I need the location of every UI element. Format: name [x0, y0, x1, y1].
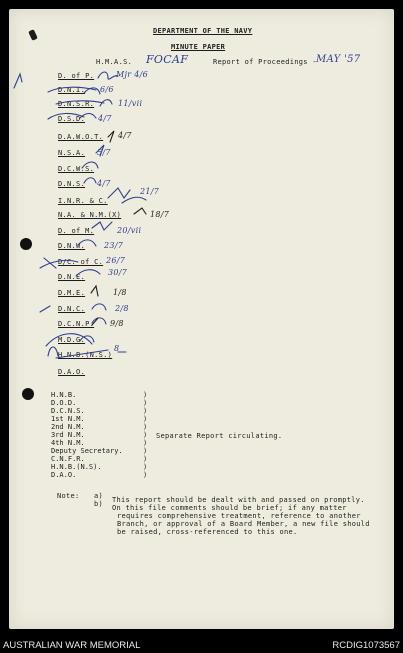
routing-item: D.M.E.: [58, 289, 86, 297]
handwritten-date: 1/8: [113, 288, 127, 297]
routing-item: D.N.E.: [58, 273, 86, 281]
routing-item: N.A. & N.M.(X): [58, 211, 122, 219]
routing-item: D.N.C.: [58, 305, 86, 313]
archive-id: RCDIG1073567: [332, 640, 400, 651]
note-b-line: Branch, or approval of a Board Member, a new file should: [117, 520, 370, 528]
report-month-handwritten: MAY '57: [316, 54, 361, 65]
handwritten-date: 20/vii: [117, 226, 142, 235]
handwritten-date: 4/7: [118, 131, 132, 140]
distribution-item: H.N.B.: [51, 391, 77, 399]
routing-item: M.D.G.: [58, 336, 86, 344]
routing-item: D/C. of C.: [58, 258, 104, 266]
handwritten-date: 5/7: [97, 148, 111, 157]
distribution-item: 1st N.M.: [51, 415, 85, 423]
handwritten-date: 9/8: [110, 319, 124, 328]
note-b-marker: b): [94, 500, 104, 508]
routing-item: D.C.W.S.: [58, 165, 95, 173]
ship-name-handwritten: FOCAF: [146, 53, 189, 66]
note-b-line: On this file comments should be brief; if any matter: [112, 504, 347, 512]
routing-item: I.N.R. & C.: [58, 197, 108, 205]
archive-name: AUSTRALIAN WAR MEMORIAL: [3, 640, 141, 651]
handwritten-date: 18/7: [150, 210, 170, 219]
routing-item: N.S.A.: [58, 149, 86, 157]
note-label: Note:: [57, 492, 80, 500]
ship-prefix: H.M.A.S.: [96, 58, 133, 66]
note-a-marker: a): [94, 492, 104, 500]
routing-item: D.N.I.: [58, 86, 86, 94]
note-b-line: requires comprehensive treatment, reference to another: [117, 512, 361, 520]
handwritten-date: Mjr 4/6: [116, 70, 149, 79]
distribution-item: D.C.N.S.: [51, 407, 85, 415]
distribution-item: Deputy Secretary.: [51, 447, 123, 455]
distribution-item: D.O.D.: [51, 399, 77, 407]
archive-footer: [0, 638, 403, 653]
handwritten-date: 4/7: [98, 114, 112, 123]
routing-item: D.N.S.: [58, 180, 86, 188]
handwritten-date: 23/7: [104, 241, 124, 250]
distribution-item: H.N.B.(N.S).: [51, 463, 102, 471]
handwritten-date: 26/7: [106, 256, 126, 265]
handwritten-date: 30/7: [108, 268, 128, 277]
handwritten-date: 6/6: [100, 85, 114, 94]
distribution-item: 4th N.M.: [51, 439, 85, 447]
note-a-text: This report should be dealt with and passed on promptly.: [112, 496, 365, 504]
separate-report-note: Separate Report circulating.: [156, 432, 283, 440]
handwritten-date: 21/7: [140, 187, 160, 196]
routing-item: D.A.O.: [58, 368, 86, 376]
distribution-item: C.N.F.R.: [51, 455, 85, 463]
distribution-item: D.A.O.: [51, 471, 77, 479]
handwritten-date: 4/7: [97, 179, 111, 188]
routing-item: D. of M.: [58, 227, 95, 235]
note-b-line: be raised, cross-referenced to this one.: [117, 528, 298, 536]
department-title: DEPARTMENT OF THE NAVY: [153, 27, 253, 35]
routing-item: D.S.D.: [58, 115, 86, 123]
routing-item: D. of P.: [58, 72, 95, 80]
handwritten-date: 11/vii: [118, 99, 143, 108]
routing-item: D.N.S.R.: [58, 100, 95, 108]
routing-item: H.N.B.(N.S.): [58, 351, 113, 359]
routing-item: D.N.W.: [58, 242, 86, 250]
form-title: MINUTE PAPER: [171, 43, 226, 51]
routing-item: D.C.N.P.: [58, 320, 95, 328]
handwritten-date: 2/8: [115, 304, 129, 313]
routing-item: D.A.W.O.T.: [58, 133, 104, 141]
distribution-item: 2nd N.M.: [51, 423, 85, 431]
distribution-item: 3rd N.M.: [51, 431, 85, 439]
report-label: Report of Proceedings -: [213, 58, 317, 66]
handwritten-date: 8: [114, 344, 120, 353]
